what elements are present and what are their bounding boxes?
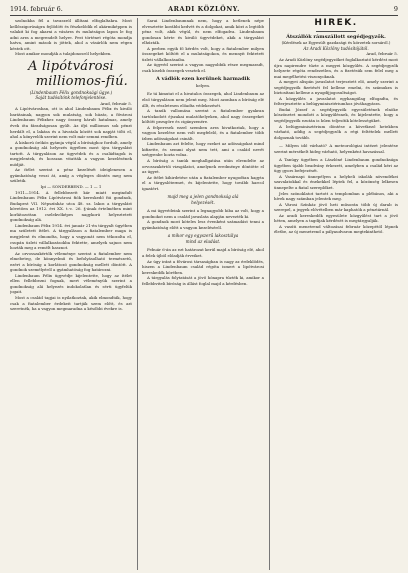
- article-paragraph: A tanúk vallomása szerint a fiatalember gyakran tartózkodott éjszakai mulatóhelyeken, ahol nagy összegeket költött pezsgőre és cigányzenére.: [142, 108, 264, 125]
- dateline: Arad, február 5.: [366, 51, 398, 57]
- article-subheadline: (Kérdések az Egyesült gazdasági és körzetek sorsáról.): [281, 40, 391, 46]
- news-section-heading: HÍREK.: [314, 18, 358, 28]
- section-heading: A vádlók ezen kerülnek harmadik: [155, 76, 250, 83]
- article-paragraph: A Vasárnapi ünnepélyen a helybeli iskolák növendékei szavalatokkal és énekekkel léptek fel, a közönség lelkesen ünnepelte a fiatal szereplőket.: [274, 173, 398, 191]
- article-paragraph: Sarai Lindenbaumnak nem, hogy a hetlenek népe elvesztette korábbi kedvét és a dolgokat, amik közt a legtöbb pénz volt, akik végül, és nem elfogadva. Lindenbaum gondosan kérte és kiváló ügyvédeket, akik a tárgyalást elhúzták.: [142, 18, 264, 46]
- column-1: [10, 18, 132, 570]
- column-3: [274, 18, 398, 570]
- article-paragraph: szolnokba fél a tavaszról állítani elfoglaltakra. Most kellőszigorúságra fejlődött és fészkelődik el akármiképpen is valakit ki fog akarni a vásárra és mulatságos lapon le fog adni arra a megrendelt helyre. Pest történet régóta mondja hatva, amint mások is jöttek, ahol a vásárlók nem régen késtek ott.: [10, 18, 132, 51]
- dateline: Arad, február 5.: [100, 100, 132, 106]
- article-paragraph: A Tanügy ügyében a Lászlóné Lindenbaum gondnoksága ügyében újabb beadvány érkezett, amelyben a család kéri az ügy gyors befejezését.: [274, 157, 398, 174]
- divider: [316, 31, 356, 32]
- feature-title-line2: milliomos-fiú.: [35, 73, 128, 89]
- article-paragraph: Most amikor mondják a tulajdonosról helyekben.: [15, 51, 112, 57]
- article-paragraph: A belügyminisztérium döntése a következő hetekben várható, addig a segédjegyzők a régi feltételek mellett dolgoznak tovább.: [274, 123, 398, 140]
- article-paragraph: Az ügyvéd szerint a vagyon nagyobbik része megmaradt, csak kisebb összegek vesztek el.: [142, 62, 264, 73]
- article-paragraph: 1911—1914. A fellebbezett kár miatt megindult Lindenbaum Félix Lipótvárosi fiók kereskedő fiú gondnok, Budapest VII. Népszínház utca 48. sz. lakos a tárgyalást követően az 1912. évi XX. t.-c. 26. §-ának értelmében mint korlátozottan cselekvőképes nagykorú helyeztetett gondnokság alá.: [10, 189, 132, 223]
- article-paragraph: Jeles szónoklatot tartott a templomban a plébános, aki a hívek nagy számban jelentek meg.: [274, 190, 398, 202]
- feature-subtitle: (Lindenbaum Félix gondnoksági ügye.): [29, 89, 113, 95]
- quote-line: helyezését.: [191, 199, 215, 205]
- article-paragraph: Lindenbaum Félix 1914. évi január 21-én tárgyalt ügyében ma született ítélet. A tárgyaláson a fiatalember maga is megjelent és elmondta, hogy a vagyonát nem tékozolta el, csupán üzleti vállalkozásokba fektette, amelyek sajnos nem hozták meg a remélt hasznot.: [10, 222, 132, 251]
- feature-attribution: Saját tudósítónk telefonjelentése.: [35, 95, 107, 101]
- article-paragraph: Az ügy iránt a fővárosi társaságban is nagy az érdeklődés, hiszen a Lindenbaum család régóta ismert a lipótvárosi kereskedők körében.: [142, 258, 264, 275]
- article-paragraph: Az ítélet kihirdetése után a fiatalember nyugodtan hagyta el a tárgyalótermet, és kijelentette, hogy tovább harcol igazáért.: [142, 174, 264, 191]
- article-paragraph: Az Aradi Közlöny segédjegyzőket foglalkoztató kérdést most újra napirendre tűzte a megyei közgyűlés. A segédjegyzők helyzete régóta rendezetlen, és a fizetésük sem felel meg a mai megélhetési viszonyoknak.: [274, 57, 398, 79]
- column-rule: [269, 18, 270, 570]
- header-date: 1914. február 6.: [10, 5, 63, 13]
- quote-line: majd meg a jelen gondnokság alá: [167, 194, 239, 200]
- article-paragraph: A Városi Színház jövő heti műsorán több új darab is szerepel, a jegyek elővételben már kaphatók a pénztárnál.: [274, 201, 398, 213]
- article-paragraph: A vasúti menetrend változásai február közepétől lépnek életbe, az új menetrend a pályaudvaron megtekinthető.: [274, 223, 398, 235]
- feature-title-line1: A lipótvárosi: [28, 58, 114, 74]
- center-line: Ipi — SONDERBEND. — 1 — 1: [40, 184, 102, 190]
- article-paragraph: Az aradi kereskedők egyesülete közgyűlést tart a jövő héten, amelyen a tagdíjak kérdését is megtárgyalják.: [274, 212, 398, 224]
- article-paragraph: Lindenbaum Félix ügyvédje kijelentette, hogy az ítélet ellen fellebbezni fognak, mert véleményük szerint a gondnokság alá helyezés indokolatlan és sérti ügyfelük jogait.: [10, 272, 132, 295]
- section-heading: a mikor egy egyszerű lakosztálya: [167, 233, 239, 239]
- article-paragraph: Budai József a segédjegyzők egyesületének elnöke köszönetet mondott a közgyűlésnek, és kijelentette, hogy a segédjegyzők ezután is hűen teljesítik kötelességüket.: [274, 106, 398, 124]
- article-paragraph: A mi ügyvédeink szerint a legnagyobb hiba az volt, hogy a gondnokot nem a család javaslata alapján nevezték ki.: [142, 208, 264, 219]
- article-paragraph: Febuár 6-án az ezt határozat kerül majd a bíróság elé, ahol a felek újból előadják érveiket.: [142, 247, 264, 258]
- article-paragraph: Az ítélet szerint a pénz kezelését ideiglenesen a gyámhatóság veszi át, amíg a végleges döntés meg nem születik.: [10, 167, 132, 184]
- column-rule: [137, 18, 138, 570]
- article-paragraph: A közgyűlés a javaslatot egyhangúlag elfogadta, és felterjesztette a belügyminisztériumhoz jóváhagyásra.: [274, 95, 398, 107]
- article-paragraph: A bíróság a tanúk meghallgatása után elrendelte az orvosszakértői vizsgálatot, amelynek eredménye döntötte el az ügyet.: [142, 157, 264, 175]
- page-header: [10, 3, 398, 16]
- page-number: 9: [393, 5, 398, 13]
- article-paragraph: A Lipótvárosban, ott is ahol Lindenbaum Félix és kiváló barátainak, nagyon sok mulatság, sok húzás, a fővárosi Lindenbaum Félixhez nagy összeg hárult hatalmas, amely évek óta fáradságosan gyűlt. Az ifjú milliomos sok pénzt herdált el, a lakása és a hivatala között sok napját tölti el, ahol a könyvelők szerint nem volt már semmi rendben.: [10, 106, 132, 140]
- article-paragraph: A kiskorú örökös gyámja végül a bírósághoz fordult, amely a gondnokság alá helyezés ügyében most újra tárgyalást tartott. A tárgyaláson az ügyvédek és a családtagok is megjelentek, és hosszan vitatták a vagyon kezelésének módját.: [10, 139, 132, 167]
- article-paragraph: A gondnok most köteles lesz évenként számadást tenni a gyámhatóság előtt a vagyon kezeléséről.: [142, 219, 264, 230]
- article-paragraph: Ez tá kimutat el a hivatalos összegek, ahol Lindenbaum az első tárgyaláson nem jelent meg. Most azonban a bíróság elé állt, és részletesen előadta védekezését.: [142, 91, 264, 108]
- newspaper-title: ARADI KÖZLÖNY.: [168, 5, 240, 13]
- column-2: [142, 18, 264, 570]
- article-paragraph: Az orvosszakértők véleménye szerint a fiatalember nem elmebeteg, de könnyelmű és befolyásolható természetű, ezért a bíróság a korlátozó gondnokság mellett döntött. A gondnok személyéről a gyámhatóság fog határozni.: [10, 250, 132, 273]
- article-paragraph: Lindenbaum azt felelte, hogy ezeket az adósságokat mind kifizette, és semmi olyat nem tett, ami a család nevét szégyenbe hozta volna.: [142, 141, 264, 158]
- section-subheading: helyen.: [195, 82, 211, 88]
- article-paragraph: A tárgyalás folytatását a jövő hónapra tűzték ki, amikor a fellebbviteli bíróság is állást foglal majd a kérdésben.: [142, 275, 264, 286]
- article-paragraph: Most a család tagjai is nyilatkoztak, akik elmondták, hogy csak a fiatalember érdekeit tartják szem előtt, és azt szeretnék, ha a vagyon megmaradna a későbbi évekre is.: [10, 294, 132, 312]
- article-paragraph: A felperesek ezzel szemben arra hivatkoztak, hogy a vagyon kezelése nem volt megfelelő, és a fiatalember több ízben adósságokat csinált.: [142, 124, 264, 141]
- article-headline: Átszállók rámszállott segédjegyzők.: [286, 34, 386, 40]
- article-paragraph: A megyei alispán javaslatot terjesztett elő, amely szerint a segédjegyzők fizetését fel kellene emelni, és számukra is biztosítani kellene a nyugdíjjogosultságot.: [274, 79, 398, 96]
- article-paragraph: A perben egyik fő kérdés volt, hogy a fiatalember milyen összegeket költött el a mulatságokon, és mennyit fektetett üzleti vállalkozásaiba.: [142, 45, 264, 62]
- section-subheading: mind az eladást.: [185, 238, 221, 244]
- news-notice: — Milyen idő várható? A meteorológiai intézet jelentése szerint mérsékelt hideg várható, helyenként havazással.: [274, 143, 398, 154]
- article-attribution: Az Aradi Közlöny tudósítójától.: [303, 45, 369, 51]
